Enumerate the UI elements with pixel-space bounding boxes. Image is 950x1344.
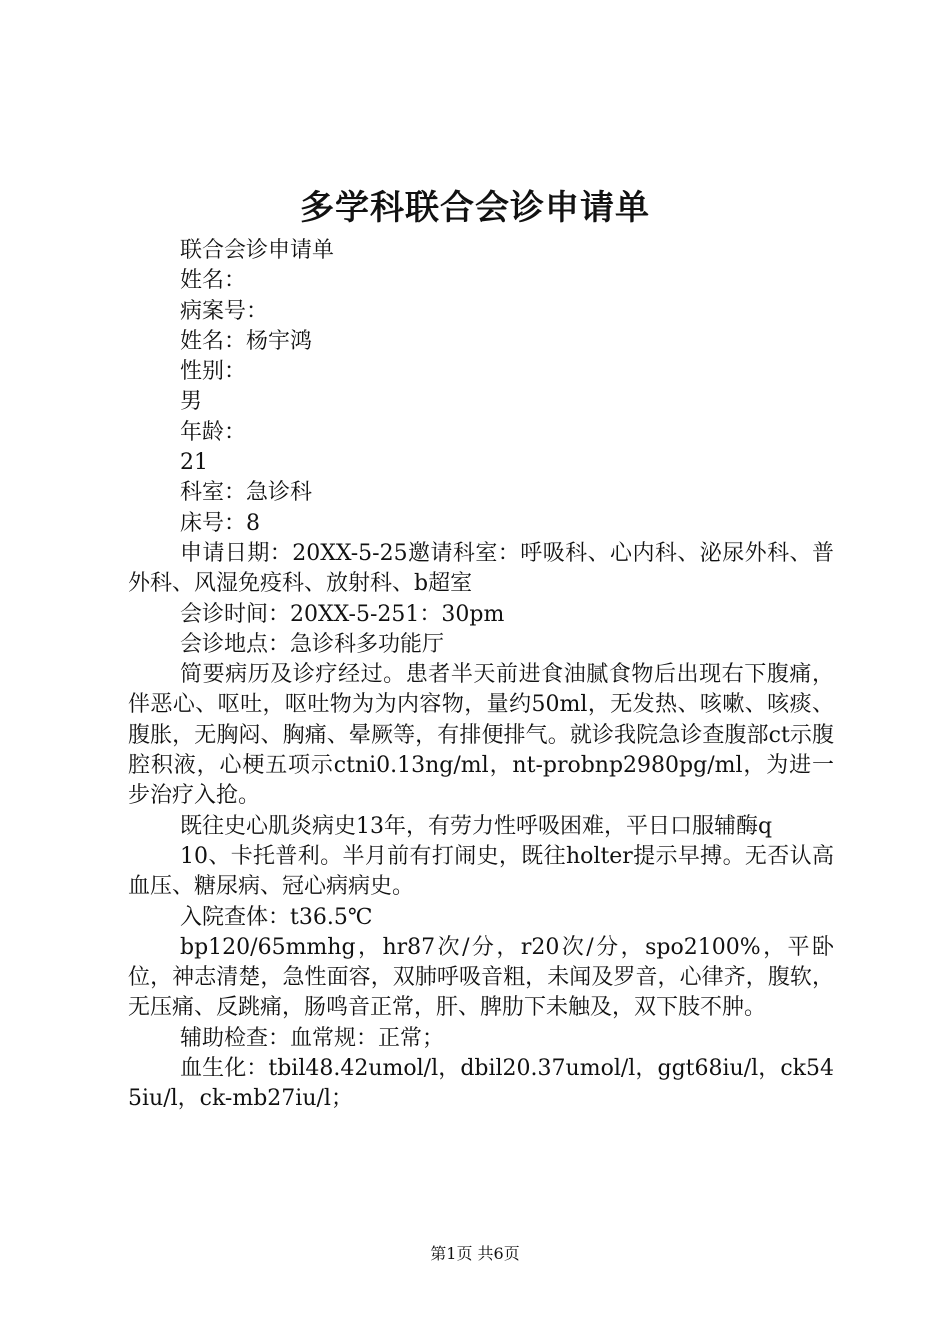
document-title: 多学科联合会诊申请单 <box>300 188 650 228</box>
paragraph: 病案号： <box>180 298 269 324</box>
paragraph: 21 <box>180 450 208 476</box>
paragraph: 入院查体：t36.5℃ <box>180 904 373 930</box>
paragraph: 10、卡托普利。半月前有打闹史，既往holter提示早搏。无否认高血压、糖尿病、冠心病病史。 <box>128 843 834 900</box>
paragraph: 血生化：tbil48.42umol/l，dbil20.37umol/l，ggt68iu/l，ck545iu/l，ck-mb27iu/l； <box>128 1056 834 1112</box>
paragraph: 辅助检查：血常规：正常； <box>180 1025 445 1051</box>
paragraph: 会诊地点：急诊科多功能厅 <box>180 631 445 657</box>
document-body <box>128 236 834 1115</box>
paragraph: 性别： <box>180 359 247 385</box>
paragraph: 会诊时间：20XX-5-251：30pm <box>180 601 505 627</box>
paragraph: 申请日期：20XX-5-25邀请科室：呼吸科、心内科、泌尿外科、普外科、风湿免疫科、放射科、b超室 <box>128 540 834 597</box>
paragraph: bp120/65mmhg，hr87次/分，r20次/分，spo2100%，平卧位，神志清楚，急性面容，双肺呼吸音粗，未闻及罗音，心律齐，腹软，无压痛、反跳痛，肠鸣音正常，肝、脾肋下未触及，双下肢不肿。 <box>128 934 834 1021</box>
paragraph: 姓名：杨宇鸿 <box>180 328 313 354</box>
paragraph: 科室：急诊科 <box>180 480 313 506</box>
paragraph: 男 <box>180 389 203 415</box>
paragraph: 联合会诊申请单 <box>180 238 335 263</box>
paragraph: 既往史心肌炎病史13年，有劳力性呼吸困难，平日口服辅酶q <box>180 813 773 839</box>
paragraph: 简要病历及诊疗经过。患者半天前进食油腻食物后出现右下腹痛，伴恶心、呕吐，呕吐物为为内容物，量约50ml，无发热、咳嗽、咳痰、腹胀，无胸闷、胸痛、晕厥等，有排便排气。就诊我院急诊查腹部ct示腹腔积液，心梗五项示ctni0.13ng/ml，nt-probnp2980pg/ml，为进一步治疗入抢。 <box>128 662 834 809</box>
page-number-footer: 第1页 共6页 <box>430 1244 520 1263</box>
paragraph: 床号：8 <box>180 510 260 536</box>
paragraph: 年龄： <box>180 419 247 445</box>
paragraph: 姓名： <box>180 268 247 294</box>
